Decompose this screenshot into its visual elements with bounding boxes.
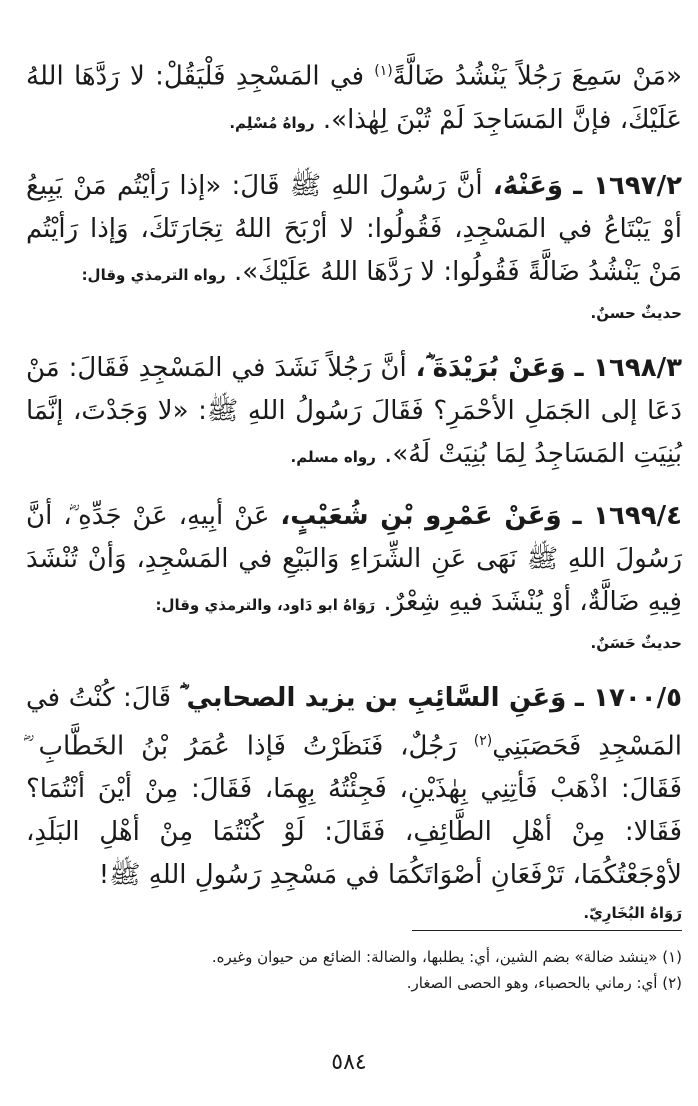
hadith-text-block [26,50,682,927]
hadith-narrator: وَعَنِ السَّائِبِ بن يزيد الصحابي ؓ [179,682,567,713]
hadith-text: قَالَ: كُنْتُ في المَسْجِدِ فَحَصَبَنِي [26,682,682,762]
page-number: ٥٨٤ [331,1050,367,1075]
hadith-number: ١٦٩٨/٣ ـ [574,352,682,383]
footnote-ref-2: (٢) [473,732,493,749]
hadith-1699 [26,495,682,657]
hadith-narrator: وَعَنْ عَمْرِو بْنِ شُعَيْبٍ، [280,500,562,531]
hadith-text: عَنْ أبِيهِ، عَنْ جَدِّهِ ؓ، أنَّ رَسُولَ اللهِ ﷺ نَهَى عَنِ الشِّرَاءِ وَالبَيْعِ في المَسْجِدِ، وَأنْ تُنْشَدَ فِيهِ ضَالَّةٌ، أوْ يُنْشَدَ فيهِ شِعْرٌ. [26,500,682,617]
hadith-source: رَوَاهُ البُخَارِيّ. [583,904,682,923]
hadith-text: أنَّ رَسُولَ اللهِ ﷺ قَالَ: «إذا رَأيْتُم مَنْ يَبِيعُ أوْ يَبْتَاعُ في المَسْجِدِ، فَقُولُوا: لا أرْبَحَ اللهُ تِجَارَتَكَ، وَإذا رَأيْتُم مَنْ يَنْشُدُ ضَالَّةً فَقُولُوا: لا رَدَّهَا اللهُ عَلَيْكَ». [26,170,682,287]
hadith-source: رواهُ مُسْلِم. [229,113,315,132]
footnote-ref-1: (١) [374,63,393,79]
hadith-grading: حديثٌ حسنٌ. [590,303,682,322]
hadith-source: رَوَاهُ ابو دَاود، والترمذي وقال: [155,595,376,614]
hadith-source: رواه مسلم. [290,447,376,466]
footnote-2: (٢) أي: رماني بالحصباء، وهو الحصى الصغار. [406,974,682,992]
hadith-text: أنَّ رَجُلاً نَشَدَ في المَسْجِدِ فَقَالَ: مَنْ دَعَا إلى الجَمَلِ الأحْمَرِ؟ فَقَالَ رَسُولُ اللهِ ﷺ: «لا وَجَدْتَ، إنَّمَا بُنِيَتِ المَسَاجِدُ لِمَا بُنِيَتْ لَهُ». [26,352,682,469]
hadith-narrator: وَعَنْهُ، [492,170,563,201]
hadith-text: في المَسْجِدِ فَلْيَقُلْ: لا رَدَّهَا اللهُ عَلَيْكَ، فإنَّ المَسَاجِدَ لَمْ تُبْنَ لِهٰذا». [26,61,682,135]
footnote-1: (١) «ينشد ضالة» بضم الشين، أي: يطلبها، والضالة: الضائع من حيوان وغيره. [211,948,682,966]
hadith-text: «مَنْ سَمِعَ رَجُلاً يَنْشُدُ ضَالَّةً [392,61,682,92]
hadith-1698 [26,347,682,479]
hadith-number: ١٦٩٧/٢ ـ [573,170,683,201]
hadith-source: رواه الترمذي وقال: [81,265,226,284]
hadith-1700 [26,677,682,928]
hadith-number: ١٧٠٠/٥ ـ [574,682,683,713]
hadith-1697 [26,165,682,327]
hadith-text: رَجُلٌ، فَنَظَرْتُ فَإذا عُمَرُ بْنُ الخَطَّابِ ؓ فَقَالَ: اذْهَبْ فَأتِنِي بِهٰذَيْنِ، فَجِئْتُهُ بِهِمَا، فَقَالَ: مِنْ أيْنَ أنْتُمَا؟ فَقَالا: مِنْ أهْلِ الطَّائِفِ، فَقَالَ: لَوْ كُنْتُمَا مِنْ أهْلِ البَلَدِ، لأوْجَعْتُكُمَا، تَرْفَعَانِ أصْوَاتَكُمَا في مَسْجِدِ رَسُولِ اللهِ ﷺ! [26,731,682,891]
hadith-grading: حديثٌ حَسَنٌ. [590,633,682,652]
footnotes [26,944,682,996]
hadith-1696-continuation [26,50,682,145]
hadith-number: ١٦٩٩/٤ ـ [572,500,683,531]
hadith-narrator: وَعَنْ بُرَيْدَةَ ؓ، [415,352,566,383]
footnote-divider [412,930,682,931]
